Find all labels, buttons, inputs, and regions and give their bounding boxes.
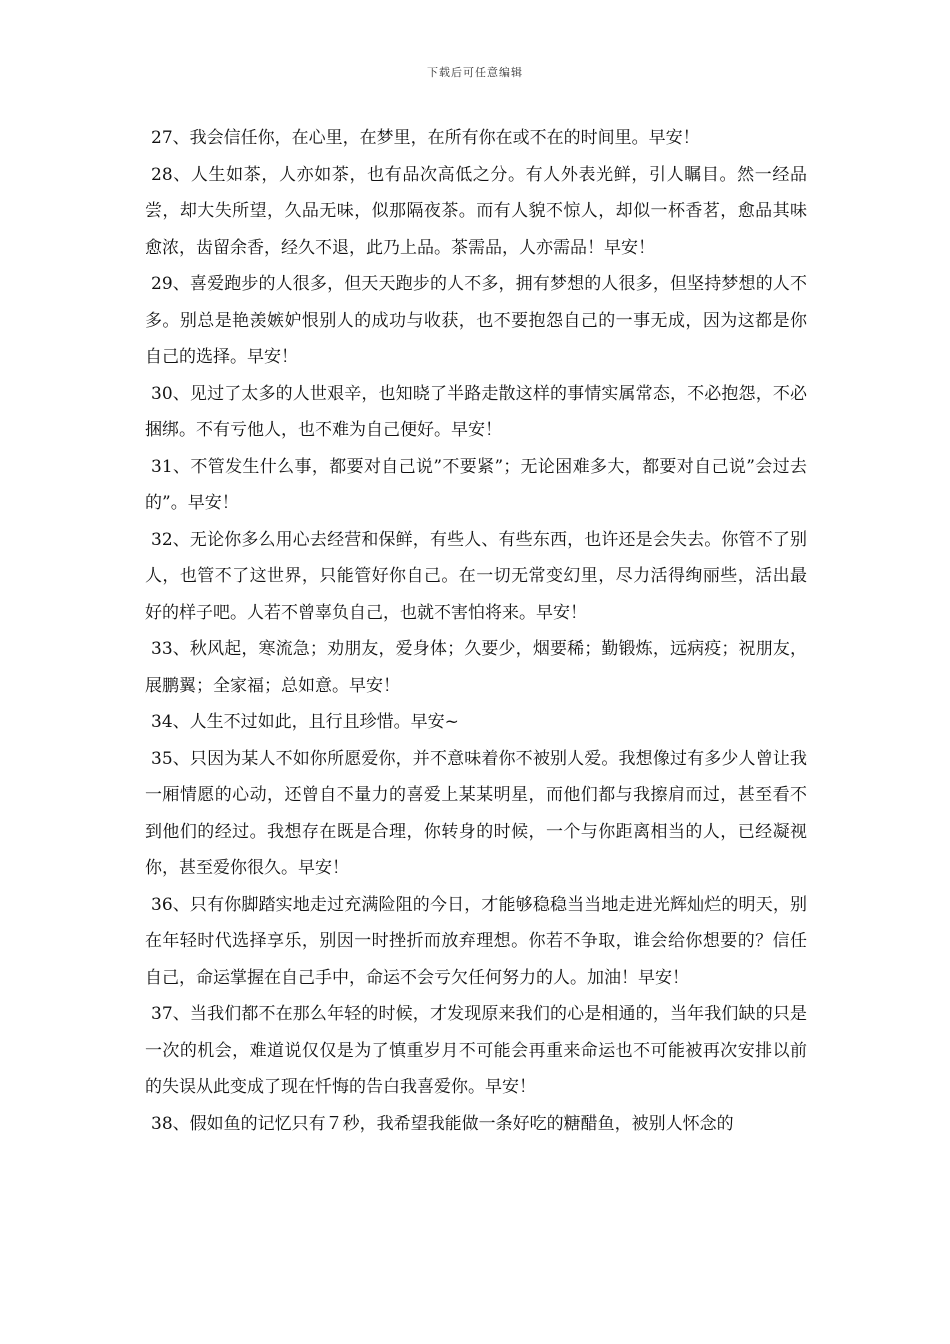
document-body — [145, 120, 807, 1142]
paragraph-32: 32、无论你多么用心去经营和保鲜，有些人、有些东西，也许还是会失去。你管不了别人，也管不了这世界，只能管好你自己。在一切无常变幻里，尽力活得绚丽些，活出最好的样子吧。人若不曾辜负自己，也就不害怕将来。早安！ — [145, 529, 807, 623]
paragraph-28: 28、人生如茶，人亦如茶，也有品次高低之分。有人外表光鲜，引人瞩目。然一经品尝，却大失所望，久品无味，似那隔夜茶。而有人貌不惊人，却似一杯香茗，愈品其味愈浓，齿留余香，经久不退，此乃上品。茶需品，人亦需品！早安！ — [145, 164, 807, 258]
paragraph-37: 37、当我们都不在那么年轻的时候，才发现原来我们的心是相通的，当年我们缺的只是一次的机会，难道说仅仅是为了慎重岁月不可能会再重来命运也不可能被再次安排以前的失误从此变成了现在忏悔的告白我喜爱你。早安！ — [145, 1004, 807, 1097]
paragraph-33: 33、秋风起，寒流急；劝朋友，爱身体；久要少，烟要稀；勤锻炼，远病疫；祝朋友，展鹏翼；全家福；总如意。早安！ — [145, 639, 807, 696]
page-header: 下载后可任意编辑 — [427, 66, 523, 79]
paragraph-27: 27、我会信任你，在心里，在梦里，在所有你在或不在的时间里。早安！ — [151, 128, 700, 148]
paragraph-29: 29、喜爱跑步的人很多，但天天跑步的人不多，拥有梦想的人很多，但坚持梦想的人不多。别总是艳羡嫉妒恨别人的成功与收获，也不要抱怨自己的一事无成，因为这都是你自己的选择。早安！ — [145, 274, 807, 367]
paragraph-34: 34、人生不过如此，且行且珍惜。早安~ — [151, 712, 459, 732]
paragraph-30: 30、见过了太多的人世艰辛，也知晓了半路走散这样的事情实属常态，不必抱怨，不必捆绑。不有亏他人，也不难为自己便好。早安！ — [145, 383, 807, 440]
paragraph-36: 36、只有你脚踏实地走过充满险阻的今日，才能够稳稳当当地走进光辉灿烂的明天，别在年轻时代选择享乐，别因一时挫折而放弃理想。你若不争取，谁会给你想要的？信任自己，命运掌握在自己手中，命运不会亏欠任何努力的人。加油！早安！ — [145, 894, 807, 988]
paragraph-35: 35、只因为某人不如你所愿爱你，并不意味着你不被别人爱。我想像过有多少人曾让我一厢情愿的心动，还曾自不量力的喜爱上某某明星，而他们都与我擦肩而过，甚至看不到他们的经过。我想存在既是合理，你转身的时候，一个与你距离相当的人，已经凝视你，甚至爱你很久。早安！ — [145, 748, 807, 878]
paragraph-31: 31、不管发生什么事，都要对自己说”不要紧”；无论困难多大，都要对自己说”会过去的”。早安！ — [145, 456, 807, 513]
paragraph-38: 38、假如鱼的记忆只有７秒，我希望我能做一条好吃的糖醋鱼，被别人怀念的 — [151, 1113, 734, 1134]
